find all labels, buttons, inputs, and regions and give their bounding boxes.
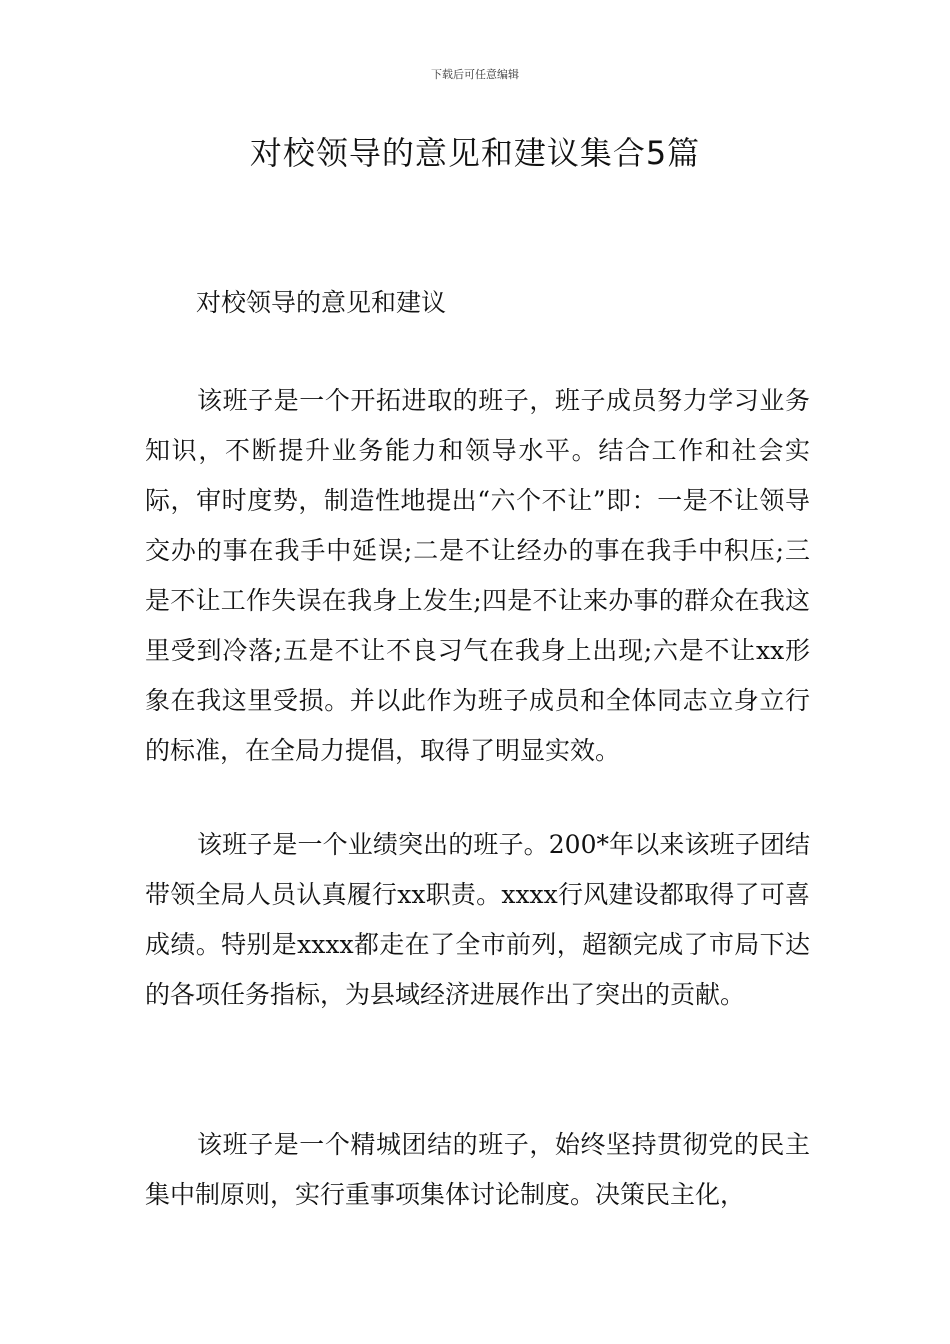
header-note: 下载后可任意编辑 xyxy=(431,68,519,81)
document-title: 对校领导的意见和建议集合5篇 xyxy=(249,134,701,172)
paragraph-2: 该班子是一个业绩突出的班子。200*年以来该班子团结带领全局人员认真履行xx职责。xxxx行风建设都取得了可喜成绩。特别是xxxx都走在了全市前列，超额完成了市局下达的各项任务指标，为县域经济进展作出了突出的贡献。 xyxy=(145,830,810,1009)
paragraph-3: 该班子是一个精城团结的班子，始终坚持贯彻党的民主集中制原则，实行重事项集体讨论制度。决策民主化， xyxy=(145,1130,810,1209)
paragraph-1: 该班子是一个开拓进取的班子，班子成员努力学习业务知识，不断提升业务能力和领导水平。结合工作和社会实际，审时度势，制造性地提出“六个不让”即：一是不让领导交办的事在我手中延误;二是不让经办的事在我手中积压;三是不让工作失误在我身上发生;四是不让来办事的群众在我这里受到冷落;五是不让不良习气在我身上出现;六是不让xx形象在我这里受损。并以此作为班子成员和全体同志立身立行的标准，在全局力提倡，取得了明显实效。 xyxy=(145,386,810,765)
document-subtitle: 对校领导的意见和建议 xyxy=(196,288,447,317)
